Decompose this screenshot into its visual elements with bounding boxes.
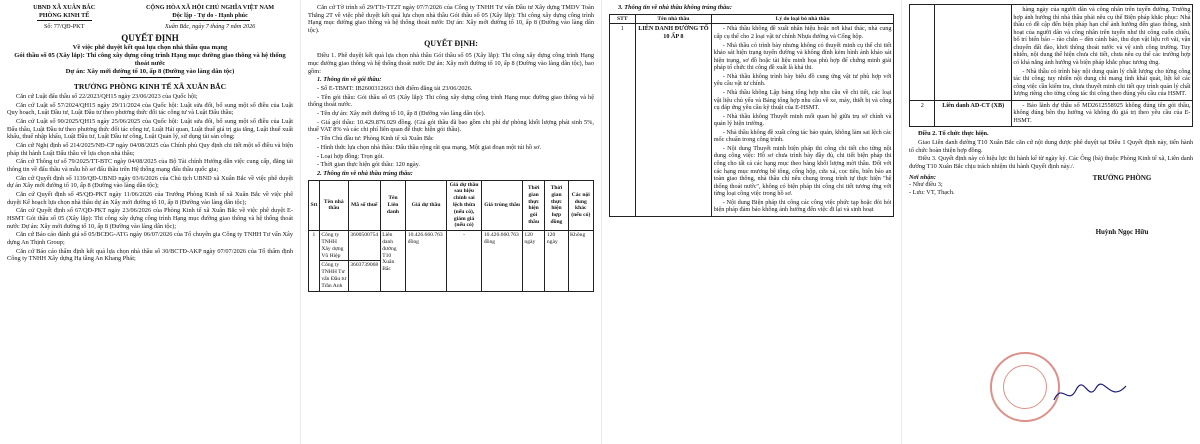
column-header: Tên nhà thầu (635, 14, 712, 24)
package-item: - Tên gói thầu: Gói thầu số 05 (Xây lắp): Thi công xây dựng công trình Hạng mục đường giao thông và hệ thống thoát nước. (308, 93, 594, 109)
table-row (610, 24, 894, 217)
cell-tax-code: 3603739068 (348, 261, 380, 291)
column-header: Giá trúng thầu (482, 180, 523, 231)
signer-name: Huỳnh Ngọc Hữu (1095, 228, 1149, 237)
table-row (910, 100, 1193, 127)
column-header: Lý do loại bỏ nhà thầu (712, 14, 894, 24)
legal-basis (7, 93, 293, 263)
signature-block (909, 174, 1193, 237)
org-name-2: PHÒNG KINH TẾ (38, 11, 90, 19)
reason-item: - Nhà thầu có trình bày nhưng không có thuyết minh cụ thể chi tiết khảo sát hiện trạng tuyến đường và không đính kèm hình ảnh khảo sát hiện trạng, sơ đồ hoặc tài liệu minh họa phù hợp để chứng minh giải pháp tổ chức thi công đề xuất là khả thi. (713, 41, 892, 72)
reason-item: - Nhà thầu không Lập bảng tổng hợp nhu cầu về chi tiết, các loại vật liệu chủ yếu và Bảng tổng hợp nhu cầu về xe, máy, thiết bị và công cụ đáp ứng yêu cầu kỹ thuật của E-HSMT. (713, 88, 892, 112)
decision-title: QUYẾT ĐỊNH (121, 32, 179, 43)
article-3: Điều 3. Quyết định này có hiệu lực thi hành kể từ ngày ký. Các Ông (bà) thuộc Phòng Kinh tế xã, Liên danh đường T10 Xuân Bắc chịu trách nhiệm thi hành Quyết định này./. (909, 155, 1193, 171)
section-2-title: 2. Thông tin về nhà thầu trúng thầu: (317, 169, 413, 177)
recipient-item: - Như điều 3; (909, 181, 943, 189)
package-item: - Tên Chủ đầu tư: Phòng Kinh tế xã Xuân Bắc (317, 135, 434, 143)
subject-1: Về việc phê duyệt kết quả lựa chọn nhà thầu qua mạng (72, 43, 228, 51)
column-header: Thời gian thực hiện hợp đồng (545, 180, 568, 231)
document-header (7, 4, 293, 31)
recipients-title: Nơi nhận: (909, 173, 937, 181)
basis-paragraph: Căn cứ Luật số 90/2025/QH15 ngày 25/06/2025 của Quốc hội: Luật sửa đổi, bổ sung một số điều của Luật Đấu thầu, Luật Đầu tư theo phương thức đối tác công tư, Luật Hải quan, Luật thuế giá trị gia tăng, Luật thuế xuất khẩu, thuế nhập khẩu, Luật Đầu tư, Luật Đầu tư công, Luật Quản lý, sử dụng tài sản công; (7, 118, 293, 141)
signature-icon (1050, 380, 1130, 408)
cell-bidder-name: Liên danh AD-CT (XB) (935, 100, 1011, 127)
article-2: Điều 2. Tổ chức thực hiện. (918, 130, 989, 138)
table-row (309, 231, 594, 261)
column-header: Tên nhà thầu (319, 180, 348, 231)
cell-winning-price: 10.426.660.763 đồng (482, 231, 523, 292)
table-header-row (610, 14, 894, 24)
package-item: - Loại hợp đồng: Trọn gói. (317, 152, 385, 160)
column-header: Giá dự thầu (406, 180, 447, 231)
signer-title: TRƯỞNG PHÒNG (1092, 173, 1152, 182)
losing-bidder-table-continued (909, 4, 1193, 127)
reason-item: - Nhà thầu không trình bày biểu đồ cung ứng vật tư phù hợp với yêu cầu vật tư chính. (713, 72, 892, 88)
cell-bidder-name: Công ty TNHH Xây dựng Vũ Hiệp (319, 231, 348, 261)
cell-stt: 2 (910, 100, 935, 127)
section-1-title: 1. Thông tin về gói thầu: (317, 76, 382, 84)
basis-paragraph: Căn cứ Quyết định số 45/QĐ-PKT ngày 11/06/2026 của Trưởng Phòng Kinh tế xã Xuân Bắc về việc phê duyệt Kế hoạch lựa chọn nhà thầu dự án Xây mới đường tổ 10, ấp 8 (Đường vào làng dân tộc); (7, 191, 293, 206)
page-3 (602, 0, 901, 444)
cell-reasons (712, 24, 894, 217)
column-header: Mã số thuế (348, 180, 380, 231)
reason-item: - Nhà thầu không đề xuất công tác bảo quản, không làm sai lệch các mốc chuẩn trong công trình. (713, 128, 892, 144)
column-header: Các nội dung khác (nếu có) (568, 180, 593, 231)
package-item: - Thời gian thực hiện gói thầu: 120 ngày. (317, 161, 420, 169)
cell-joint-venture: Liên danh đường T10 Xuân Bắc (380, 231, 406, 292)
subject-3: Dự án: Xây mới đường tổ 10, ấp 8 (Đường vào làng dân tộc) (65, 67, 235, 75)
national-motto: Độc lập - Tự do - Hạnh phúc (172, 11, 248, 19)
basis-paragraph: Căn cứ Báo cáo đánh giá số 05/BCĐG-ATG ngày 06/07/2026 của Tổ chuyên gia Công ty TNHH Tư vấn Xây dựng An Thịnh Group; (7, 231, 293, 247)
basis-paragraph: Căn cứ Luật đấu thầu số 22/2023/QH15 ngày 23/06/2023 của Quốc hội; (16, 93, 198, 101)
cell-bid-price: 10.426.660.763 đồng (406, 231, 447, 292)
column-header: Thời gian thực hiện gói thầu (522, 180, 544, 231)
cell-package-duration: 120 ngày (522, 231, 544, 292)
cell-stt: 1 (309, 231, 320, 292)
column-header: Stt (309, 180, 320, 231)
reason-item: hàng ngày của người dân và công nhân trên tuyến đường. Trường hợp ảnh hưởng thì nhà thầu phải nêu cụ thể Biện pháp khắc phục: Nhà thầu có đề cập đến biện pháp hạn chế ảnh hưởng đến giao thông, sinh hoạt của người dân và công nhân trên tuyến như thi công cuốn chiếu, bố trí biển báo – rào chắn – đèn cảnh báo, thu dọn vật liệu rơi vãi, vận chuyển đất đào, khơi thông thoát nước và vệ sinh công trường. Tuy nhiên, nội dung thể hiện chưa chi tiết, chưa nêu cụ thể các trường hợp có khả năng ảnh hưởng và biện pháp khắc phục tương ứng. (1013, 6, 1191, 66)
package-item: - Hình thức lựa chọn nhà thầu: Đấu thầu rộng rãi qua mạng, Một giai đoạn một túi hồ sơ. (317, 143, 542, 151)
page-2 (301, 0, 601, 444)
cell-contract-duration: 120 ngày (545, 231, 568, 292)
basis-paragraph: Căn cứ Luật số 57/2024/QH15 ngày 29/11/2024 của Quốc hội: Luật sửa đổi, bổ sung một số điều của Luật Quy hoạch, Luật Đầu tư, Luật Đầu tư theo phương thức đối tác công tư và Luật Đấu thầu; (7, 101, 293, 117)
column-header: Giá dự thầu sau hiệu chỉnh sai lệch thừa (nếu có), giảm giá (nếu có) (446, 180, 482, 231)
signer-area (1051, 174, 1193, 237)
cell-adjusted-price: - (446, 231, 482, 292)
cell-bidder-name: LIÊN DANH ĐƯỜNG TỔ 10 ẤP 8 (635, 24, 712, 217)
nation-name: CỘNG HÒA XÃ HỘI CHỦ NGHĨA VIỆT NAM (145, 4, 275, 11)
proposal-basis: Căn cứ Tờ trình số 29/TTr-TT2T ngày 07/7/2026 của Công ty TNHH Tư vấn Đầu tư Xây dựng TMDV Toàn Thắng 2T về việc phê duyệt kết quả lựa chọn nhà thầu Gói thầu số 05 (Xây lắp): Thi công xây dựng công trình Hạng mục đường giao thông và hệ thống thoát nước Dự án: Xây mới đường tổ 10, ấp 8 (Đường vào làng dân tộc). (308, 4, 594, 35)
article-1: Điều 1. Phê duyệt kết quả lựa chọn nhà thầu Gói thầu số 05 (Xây lắp): Thi công xây dựng công trình Hạng mục đường giao thông và hệ thống thoát nước Dự án: Xây mới đường tổ 10, ấp 8 (Đường vào làng dân tộc), bao gồm: (308, 52, 594, 75)
article-2-text: Giao Liên danh đường T10 Xuân Bắc căn cứ nội dung được phê duyệt tại Điều 1 Quyết định này, tiến hành tổ chức hoàn thiện hợp đồng. (909, 139, 1193, 154)
basis-paragraph: Căn cứ Quyết định số 1139/QĐ-UBND ngày 03/6/2026 của Chủ tịch UBND xã Xuân Bắc về việc phê duyệt dự án Xây mới đường tổ 10, ấp 8 (Đường vào làng dân tộc); (7, 174, 293, 190)
basis-paragraph: Căn cứ Quyết định số 67/QĐ-PKT ngày 23/06/2026 của Phòng Kinh tế xã Xuân Bắc về việc phê duyệt E-HSMT Gói thầu số 05 (Xây lắp): Thi công xây dựng công trình Hạng mục đường giao thông và hệ thống thoát nước Dự án: Xây mới đường tổ 10, ấp 8 (Đường vào làng dân tộc); (7, 207, 293, 230)
losing-bidder-table (609, 14, 894, 217)
section-3-title: 3. Thông tin về nhà thầu không trúng thầu: (618, 4, 732, 11)
cell-reasons (1011, 100, 1192, 127)
column-header: Tên Liên danh (380, 180, 406, 231)
recipient-item: - Lưu: VT, Thạch. (909, 189, 955, 197)
table-header-row (309, 180, 594, 231)
basis-paragraph: Căn cứ Thông tư số 79/2025/TT-BTC ngày 04/08/2025 của Bộ Tài chính Hướng dẫn việc cung cấp, đăng tải thông tin về đấu thầu và mẫu hồ sơ đấu thầu trên Hệ thống mạng đấu thầu quốc gia; (7, 158, 293, 174)
issuing-office: TRƯỞNG PHÒNG KINH TẾ XÃ XUÂN BẮC (73, 81, 227, 91)
reason-item: - Nhà thầu có trình bày nội dung quản lý chất lượng cho từng công tác thi công; tuy nhiên nội dung chỉ mang tính khái quát, liệt kê các công việc cần kiểm tra, chưa thuyết minh chi tiết quy trình quản lý chất lượng riêng cho từng công tác thi công theo đúng yêu cầu của HSMT. (1013, 67, 1191, 98)
subject-2: Gói thầu số 05 (Xây lắp): Thi công xây dựng công trình Hạng mục đường giao thông và hệ thống thoát nước (14, 51, 286, 67)
basis-paragraph: Căn cứ Báo cáo thẩm định kết quả lựa chọn nhà thầu số 30/BCTĐ-AKP ngày 07/07/2026 của Tổ thẩm định Công ty TNHH Xây dựng Hạ tầng An Khang Phát; (7, 247, 293, 263)
recipients (909, 174, 1037, 237)
basis-paragraph: Căn cứ Nghị định số 214/2025/NĐ-CP ngày 04/08/2025 của Chính phủ Quy định chi tiết một số điều và biện pháp thi hành Luật Đấu thầu về lựa chọn nhà thầu; (7, 142, 293, 157)
package-item: - Tên dự án: Xây mới đường tổ 10, ấp 8 (Đường vào làng dân tộc). (317, 110, 486, 118)
reason-item: - Bảo lãnh dự thầu số MD2612558925 không đúng tên gói thầu, không đúng bên thụ hưởng và không đủ giá trị theo yêu cầu của E-HSMT. (1013, 101, 1191, 124)
cell-stt: 1 (610, 24, 636, 217)
decides-heading: QUYẾT ĐỊNH: (424, 38, 478, 48)
table-row (910, 5, 1193, 101)
package-item: - Số E-TBMT: IB2600312663 thời điểm đăng tải 23/06/2026. (317, 85, 473, 93)
reason-item: - Nhà thầu không đề xuất nhân hiệu hoặc nơi khai thác, nhà cung cấp cụ thể cho 2 loại vật tư chính Nhựa đường và Cống hộp. (713, 25, 892, 41)
reason-item: - Nhà thầu không Thuyết minh mối quan hệ giữa trụ sở chính và quản lý hiện trường. (713, 112, 892, 128)
package-item: - Giá gói thầu: 10.429.876.029 đồng. (Giá gói thầu đã bao gồm chi phí dự phòng khối lượng phát sinh 5%, thuế VAT 8% và các chi phí liên quan để thực hiện gói thầu). (308, 118, 594, 134)
cell-tax-code: 3600500754 (348, 231, 380, 261)
reason-item: - Nội dung Biện pháp thi công các công việc phức tạp hoặc đòi hỏi biện pháp đảm bảo không ảnh hưởng đến việc đi lại và sinh hoạt (713, 198, 892, 214)
winning-bidder-table (308, 180, 594, 292)
cell-bidder-name: Công ty TNHH Tư vấn Đầu tư Trần Anh (319, 261, 348, 291)
cell-reasons (1011, 5, 1192, 101)
page-1 (0, 0, 300, 444)
org-name-1: UBND XÃ XUÂN BẮC (33, 4, 96, 11)
place-date: Xuân Bắc, ngày 7 tháng 7 năm 2026 (164, 23, 256, 31)
reason-item: - Nội dung Thuyết minh biện pháp thi công chi tiết cho từng nội dung công việc: Hồ sơ chưa trình bày đầy đủ, chi tiết biện pháp thi công cho tất cả các hạng mục theo bảng khối lượng mời thầu. Đối với các hạng mục mương bê tông, cống hộp, cửa xả, cọc tiêu, biển báo an toàn giao thông, nhà thầu chỉ nêu chung trong trình tự thực hiện "hệ thống thoát nước", không có biện pháp thi công chi tiết tương ứng với từng loại công việc trong hồ sơ. (713, 144, 892, 198)
cell-other: Không (568, 231, 593, 292)
column-header: STT (610, 14, 636, 24)
document-number: Số: 77/QĐ-PKT (43, 23, 85, 31)
